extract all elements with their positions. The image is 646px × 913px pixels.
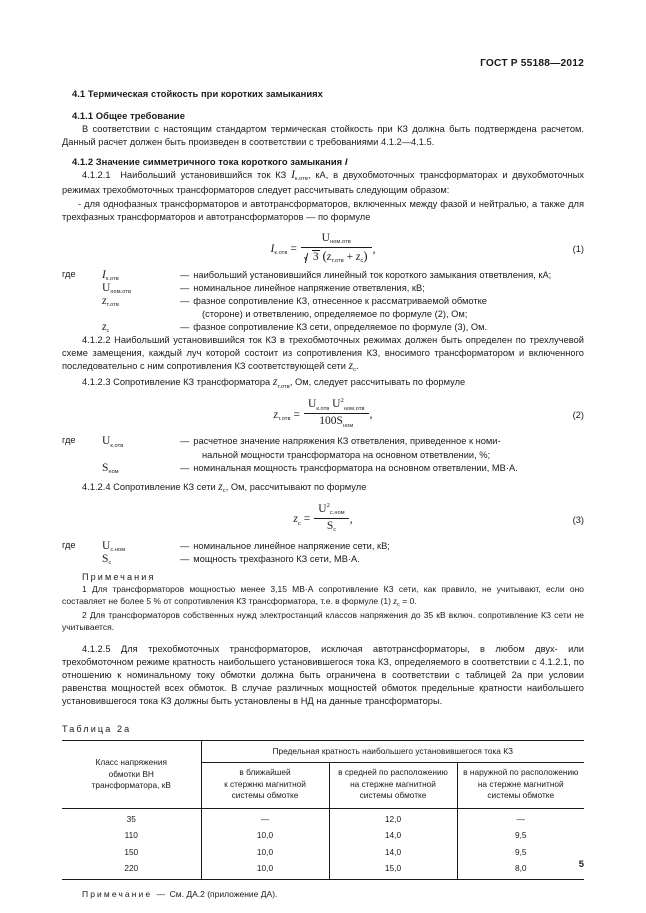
- where-definition: [180, 462, 584, 475]
- where-symbol-u-c-nom: $U_{с.ном}$: [102, 539, 126, 553]
- formula-2-fraction: [304, 397, 369, 431]
- paragraph-4-1-2-4: 4.1.2.4 Сопротивление КЗ сети $z_с$, Ом, рассчитывают по формуле: [82, 480, 367, 494]
- table-header-line: системы обмотке: [359, 790, 427, 801]
- em-dash: —: [180, 295, 190, 306]
- where-row: [62, 553, 584, 566]
- section-heading-4-1-1: 4.1.1 Общее требование: [72, 110, 185, 121]
- table-row: [62, 828, 584, 844]
- section-heading-4-1-2: [72, 156, 584, 167]
- em-dash: —: [156, 889, 166, 900]
- table-header-outer: [457, 763, 584, 808]
- table-caption: Таблица 2а: [62, 724, 132, 735]
- table-cell-class: 110: [124, 830, 138, 841]
- em-dash: —: [180, 282, 190, 293]
- table-cell-outer: 9,5: [457, 844, 584, 860]
- table-header-line: Класс напряжения: [95, 757, 167, 768]
- formula-1-trailing-comma: ,: [372, 243, 376, 256]
- table-2a: [62, 740, 584, 880]
- spacer: [62, 634, 584, 643]
- formula-1: [62, 232, 584, 268]
- section-heading-4-1: 4.1 Термическая стойкость при коротких замыканиях: [72, 88, 323, 99]
- where-definition: [180, 540, 584, 553]
- formula-3-equals: =: [303, 513, 311, 526]
- where-symbol-s-nom: $S_{ном}$: [102, 461, 119, 475]
- formula-2-equals: =: [293, 409, 301, 422]
- where-definition-text: фазное сопротивление КЗ сети, определяемое по формуле (3), Ом.: [193, 321, 488, 332]
- formula-3: [62, 503, 584, 537]
- paragraph-4-1-2-1-dash: - для однофазных трансформаторов и автотрансформаторов, включенных между фазой и нейтралью, а также для трехфазных трансформаторов и автотрансформаторов — по формуле: [62, 199, 584, 223]
- formula-2-lhs: $z_{т.отв}$: [273, 409, 291, 423]
- where-block-3: [62, 540, 584, 566]
- table-header-line: системы обмотке: [487, 790, 555, 801]
- formula-1-numerator: $U_{ном.отв}$: [301, 231, 372, 248]
- formula-2-numerator: $U_{к.отв}$ $U^2_{ном.отв}$: [304, 397, 369, 414]
- formula-2-number: (2): [572, 410, 584, 421]
- table-note-text: См. ДА.2 (приложение ДА).: [169, 889, 278, 900]
- where-symbol-u-nom-otv: $U_{ном.отв}$: [102, 281, 132, 295]
- table-header-line: в средней по расположению: [338, 767, 448, 778]
- where-definition-text: расчетное значение напряжения КЗ ответвления, приведенное к номи-: [193, 436, 501, 447]
- formula-3-number: (3): [572, 514, 584, 525]
- formula-3-row: [62, 503, 584, 533]
- formula-1-row: [62, 232, 584, 262]
- where-definition: [180, 435, 584, 448]
- table-cell-class: 150: [124, 846, 139, 857]
- em-dash: —: [180, 321, 190, 332]
- em-dash: —: [180, 462, 190, 473]
- table-header-middle: [329, 763, 457, 808]
- paragraph-4-1-2-3: 4.1.2.3 Сопротивление КЗ трансформатора $z_{т.отв}$, Ом, следует рассчитывать по формуле: [82, 376, 466, 390]
- table-note: [82, 889, 584, 899]
- formula-2-trailing-comma: ,: [369, 409, 373, 422]
- page-content: [62, 88, 584, 899]
- table-header-nearest: [201, 763, 329, 808]
- where-symbol-i-k-otv: $I_{к.отв}$: [102, 268, 119, 282]
- where-row: [62, 282, 584, 295]
- where-row: [62, 321, 584, 334]
- where-label-3: где: [62, 539, 76, 550]
- formula-1-number: (1): [572, 243, 584, 254]
- formula-2-row: [62, 398, 584, 428]
- table-header-line: на стержне магнитной: [477, 778, 564, 789]
- table-cell-middle: 12,0: [329, 808, 457, 827]
- table-cell-nearest: 10,0: [201, 860, 329, 879]
- section-heading-4-1-2-text: 4.1.2 Значение симметричного тока короткого замыкания: [72, 156, 345, 168]
- where-symbol-u-k-otv: $U_{к.отв}$: [102, 435, 124, 449]
- where-definition: [180, 553, 584, 566]
- table-cell-class: 35: [126, 813, 136, 824]
- inline-symbol-z-t-otv: $z_{т.отв}$: [272, 376, 290, 390]
- where-symbol-z-c: $z_с$: [102, 320, 110, 335]
- paragraph-4-1-1: В соответствии с настоящим стандартом термическая стойкость при КЗ должна быть подтверждена расчетом. Данный расчет должен быть произведен в соответствии с требованиями 4.1.2—4.1.5.: [62, 124, 584, 148]
- where-symbol-s-c: $S_с$: [102, 552, 112, 567]
- table-header-line: к стержню магнитной: [224, 778, 306, 789]
- formula-2: [62, 398, 584, 432]
- table-header-line: в наружной по расположению: [463, 767, 579, 778]
- section-heading-4-1-2-symbol: I: [344, 156, 348, 168]
- table-header-line: в ближайшей: [239, 767, 291, 778]
- where-row: [62, 435, 584, 461]
- table-header-row-1: [62, 741, 584, 763]
- notes-heading: Примечания: [82, 571, 156, 582]
- where-label-1: где: [62, 268, 76, 279]
- where-definition-continued: (стороне) и ответвлению, определяемое по формуле (2), Ом;: [202, 308, 468, 319]
- where-block-2: [62, 435, 584, 474]
- table-cell-nearest: —: [201, 808, 329, 827]
- formula-3-numerator: $U^2_{с.ном}$: [314, 502, 349, 519]
- table-header-line: системы обмотке: [231, 790, 299, 801]
- where-row: [62, 269, 584, 282]
- table-row: [62, 808, 584, 827]
- formula-1-lhs: $I_{к.отв}$: [270, 243, 288, 257]
- table-cell-nearest: 10,0: [201, 844, 329, 860]
- em-dash: —: [180, 540, 190, 551]
- where-definition-text: мощность трехфазного КЗ сети, МВ·А.: [193, 553, 360, 564]
- table-cell-outer: 9,5: [457, 828, 584, 844]
- table-cell-middle: 14,0: [329, 844, 457, 860]
- where-row: [62, 295, 584, 321]
- where-symbol-z-t-otv: $z_{т.отв}$: [102, 294, 120, 308]
- formula-3-fraction: [314, 502, 349, 536]
- inline-symbol-z-c-2: $z_с$: [218, 480, 226, 494]
- where-definition-text: номинальное линейное напряжение сети, кВ;: [193, 540, 390, 551]
- table-header-line: на стержне магнитной: [350, 778, 436, 789]
- note-item-2: 2 Для трансформаторов собственных нужд электростанций классов напряжения до 35 кВ включ. сопротивление КЗ сети не учитывается.: [62, 609, 584, 632]
- formula-3-lhs: $z_с$: [293, 513, 301, 527]
- where-block-1: [62, 269, 584, 334]
- table-row: [62, 860, 584, 879]
- formula-1-fraction: [301, 231, 372, 267]
- inline-symbol-z-c-3: $z_с$: [393, 595, 400, 609]
- sqrt-icon: 3: [305, 250, 320, 265]
- paragraph-4-1-2-5: 4.1.2.5 Для трехобмоточных трансформаторов, исключая автотрансформаторы, в любом двух- или трехобмоточном режиме кратность наибольшего установившегося тока КЗ, определяемого в соответствии с 4.1.2.1, по отношению к номинальному току обмотки должна быть ограничена в соответствии с таблицей 2а при условии равенства мощностей всех обмоток. В случае различных мощностей обмоток предельные кратности наибольшего установившегося тока КЗ должны быть установлены в НД на данные трансформаторы.: [62, 643, 584, 706]
- formula-3-denominator: $S_с$: [326, 519, 337, 533]
- paragraph-4-1-2-2: 4.1.2.2 Наибольший установившийся ток КЗ в трехобмоточных режимах должен быть определен по трехлучевой схеме замещения, каждый луч которой состоит из сопротивления КЗ, вносимого трансформатором и включенного последовательно с ним сопротивления КЗ соответствующей сети $z_с$.: [62, 335, 584, 374]
- page-number: 5: [578, 858, 584, 869]
- where-definition: [180, 282, 584, 295]
- formula-1-denominator: 3 $(z_{т.отв} + z_с)$: [301, 248, 372, 267]
- formula-1-equals: =: [290, 243, 297, 256]
- page-header-standard-ref: ГОСТ Р 55188—2012: [480, 58, 584, 69]
- where-definition: [180, 295, 584, 308]
- where-row: [62, 462, 584, 475]
- table-row: [62, 844, 584, 860]
- formula-3-trailing-comma: ,: [349, 513, 353, 526]
- inline-symbol-i-k-otv: $I_{к.отв}$: [291, 169, 308, 183]
- where-definition: [180, 269, 584, 282]
- em-dash: —: [180, 269, 190, 280]
- where-definition-continued: нальной мощности трансформатора на основном ответвлении, %;: [202, 449, 491, 460]
- table-cell-nearest: 10,0: [201, 828, 329, 844]
- where-row: [62, 540, 584, 553]
- em-dash: —: [180, 436, 190, 447]
- table-header-span: Предельная кратность наибольшего установившегося тока КЗ: [201, 741, 584, 763]
- table-note-label: Примечание: [82, 889, 153, 900]
- where-definition-text: номинальная мощность трансформатора на основном ответвлении, МВ·А.: [193, 462, 518, 473]
- table-cell-class: 220: [62, 860, 201, 879]
- table-header-class-vn: [62, 741, 201, 809]
- table-cell-outer: —: [457, 808, 584, 827]
- table-cell-middle: 15,0: [329, 860, 457, 879]
- inline-symbol-z-c: $z_с$: [348, 360, 356, 374]
- paragraph-4-1-2-1: 4.1.2.1 Наибольший установившийся ток КЗ $I_{к.отв}$, кА, в двухобмоточных трансформаторах и двухобмоточных режимах трехобмоточных трансформаторов следует рассчитывать следующим образом:: [62, 169, 584, 196]
- formula-2-denominator: $100S_{ном}$: [319, 415, 354, 429]
- table-cell-middle: 14,0: [329, 828, 457, 844]
- note-item-1: 1 Для трансформаторов мощностью менее 3,15 МВ·А сопротивление КЗ сети, как правило, не учитывают, если оно составляет не более 5 % от сопротивления КЗ трансформатора, т.е. в формуле (1) $z_с = 0$.: [62, 583, 584, 609]
- table-header-line: обмотки ВН: [108, 768, 154, 779]
- where-definition-text: наибольший установившийся линейный ток короткого замыкания ответвления, кА;: [193, 269, 552, 280]
- where-definition: [180, 321, 584, 334]
- em-dash: —: [180, 553, 190, 564]
- table-cell-outer: 8,0: [457, 860, 584, 879]
- where-definition-text: фазное сопротивление КЗ, отнесенное к рассматриваемой обмотке: [193, 295, 487, 306]
- where-definition-text: номинальное линейное напряжение ответвления, кВ;: [193, 282, 425, 293]
- where-label-2: где: [62, 435, 76, 446]
- table-header-line: трансформатора, кВ: [91, 780, 171, 791]
